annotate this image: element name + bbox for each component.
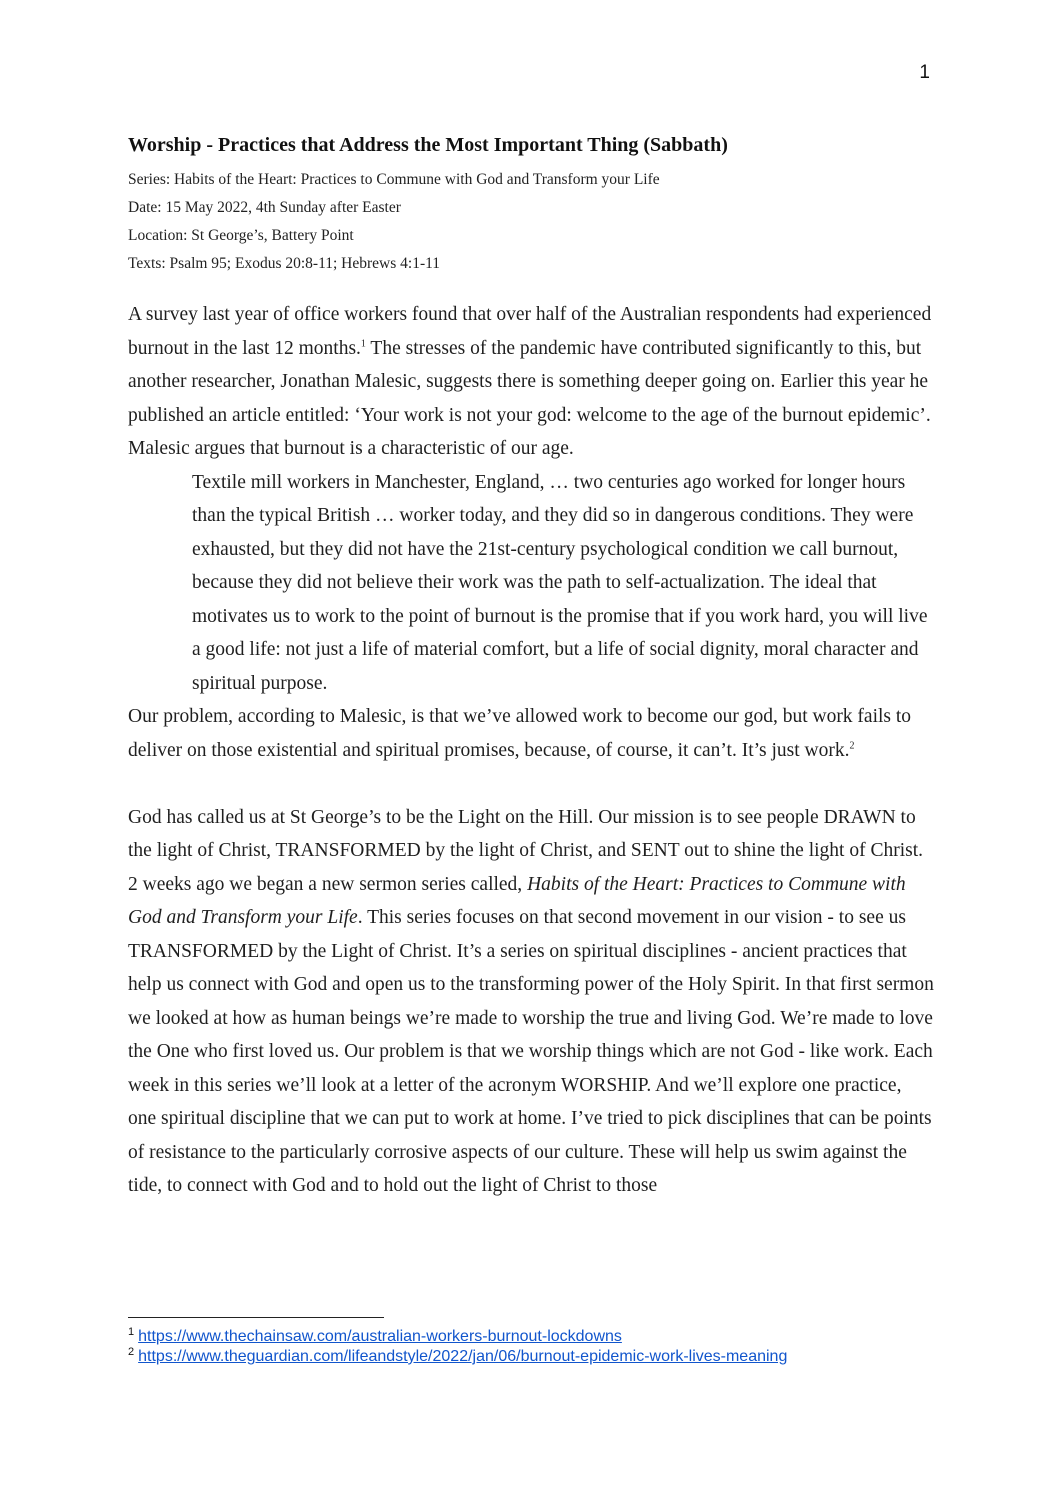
texts-line: Texts: Psalm 95; Exodus 20:8-11; Hebrews 4:1-11 [128, 255, 441, 272]
paragraph-text: God has called us at St George’s to be the Light on the Hill. Our mission is to see people DRAWN to the light of Christ, TRANSFORMED by the light of Christ, and SENT out to shine the light of Christ. 2 weeks ago we began a new sermon series called, [128, 806, 923, 895]
date-line: Date: 15 May 2022, 4th Sunday after Easter [128, 199, 401, 216]
paragraph-light-on-hill [128, 801, 934, 1203]
paragraph-malesic-problem [128, 700, 934, 767]
series-line: Series: Habits of the Heart: Practices to Commune with God and Transform your Life [128, 171, 660, 188]
location-line: Location: St George’s, Battery Point [128, 227, 354, 244]
paragraph-text: The stresses of the pandemic have contributed significantly to this, but another researcher, Jonathan Malesic, suggests there is something deeper going on. Earlier this year he published an article entitled: ‘Your work is not your god: welcome to the age of the burnout epidemic’. Malesic argues that burnout is a characteristic of our age. [128, 337, 931, 459]
paragraph-text: Our problem, according to Malesic, is that we’ve allowed work to become our god, but work fails to deliver on those existential and spiritual promises, because, of course, it can’t. It’s just work. [128, 706, 912, 761]
sermon-title: Worship - Practices that Address the Most Important Thing (Sabbath) [128, 134, 728, 156]
footnote-number: 2 [128, 1345, 135, 1358]
footnote-number: 1 [128, 1325, 135, 1338]
block-quote: Textile mill workers in Manchester, England, … two centuries ago worked for longer hours than the typical British … worker today, and they did so in dangerous conditions. They were exhausted, but they did not have the 21st-century psychological condition we call burnout, because they did not believe their work was the path to self-actualization. The ideal that motivates us to work to the point of burnout is the promise that if you work hard, you will live a good life: not just a life of material comfort, but a life of social dignity, moral character and spiritual purpose. [192, 471, 928, 694]
document-body [128, 130, 934, 1203]
footnote-link-1[interactable]: https://www.thechainsaw.com/australian-workers-burnout-lockdowns [138, 1328, 622, 1345]
footnote-2 [128, 1347, 948, 1367]
paragraph-gap [128, 767, 934, 801]
footnote-ref-1[interactable]: 1 [360, 338, 366, 349]
footnote-divider [128, 1317, 384, 1318]
footnote-1 [128, 1327, 948, 1347]
footnote-link-2[interactable]: https://www.theguardian.com/lifeandstyle/2022/jan/06/burnout-epidemic-work-lives-meaning [138, 1348, 788, 1365]
paragraph-burnout-survey [128, 298, 934, 466]
footnotes [128, 1327, 948, 1367]
footnote-ref-2[interactable]: 2 [849, 740, 855, 751]
series-title-italic: Habits of the Heart: Practices to Commune with God and Transform your Life [128, 873, 906, 928]
paragraph-text: . This series focuses on that second movement in our vision - to see us TRANSFORMED by the Light of Christ. It’s a series on spiritual disciplines - ancient practices that help us connect with God and open us to the transforming power of the Holy Spirit. In that first sermon we looked at how as human beings we’re made to worship the true and living God. We’re made to love the One who first loved us. Our problem is that we worship things which are not God - like work. Each week in this series we’ll look at a letter of the acronym WORSHIP. And we’ll explore one practice, one spiritual discipline that we can put to work at home. I’ve tried to pick disciplines that can be points of resistance to the particularly corrosive aspects of our culture. These will help us swim against the tide, to connect with God and to hold out the light of Christ to those [128, 907, 934, 1196]
page-number: 1 [919, 62, 930, 83]
paragraph-text: A survey last year of office workers found that over half of the Australian respondents had experienced burnout in the last 12 months. [128, 304, 932, 359]
